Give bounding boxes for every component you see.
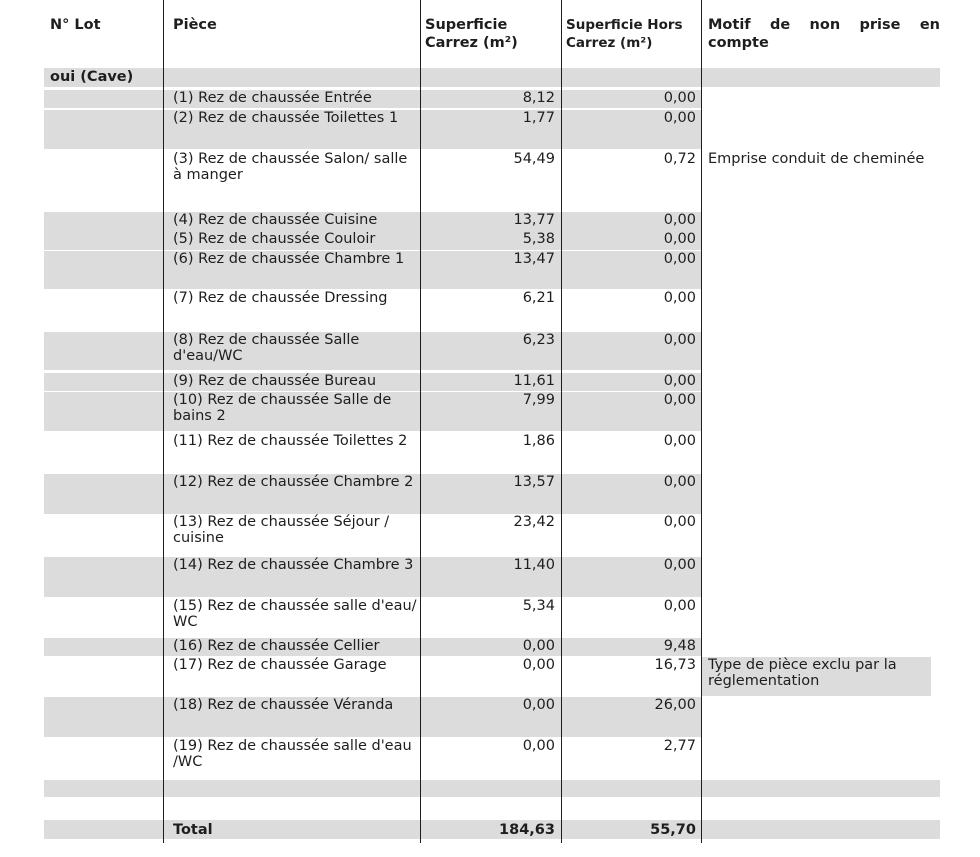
cell-carrez: 23,42 xyxy=(513,514,555,530)
cell-hors-carrez: 0,00 xyxy=(663,392,696,408)
cell-carrez: 5,34 xyxy=(522,598,555,614)
cell-hors-carrez: 0,72 xyxy=(663,151,696,167)
cell-piece: (13) Rez de chaussée Séjour / cuisine xyxy=(173,514,390,546)
cell-hors-carrez: 0,00 xyxy=(663,474,696,490)
cell-piece: (17) Rez de chaussée Garage xyxy=(173,657,387,673)
cell-hors-carrez: 0,00 xyxy=(663,557,696,573)
header-piece: Pièce xyxy=(173,17,217,33)
cell-carrez: 11,61 xyxy=(513,373,555,389)
cell-piece: (4) Rez de chaussée Cuisine xyxy=(173,212,378,228)
header-lot: N° Lot xyxy=(50,17,101,33)
empty-row-bg xyxy=(44,780,940,797)
column-divider xyxy=(420,0,421,843)
cell-piece: (1) Rez de chaussée Entrée xyxy=(173,90,372,106)
cell-carrez: 6,23 xyxy=(522,332,555,348)
cell-carrez: 0,00 xyxy=(522,697,555,713)
cell-piece: (11) Rez de chaussée Toilettes 2 xyxy=(173,433,408,449)
column-divider xyxy=(701,0,702,843)
cell-piece: (9) Rez de chaussée Bureau xyxy=(173,373,377,389)
cell-piece: (18) Rez de chaussée Véranda xyxy=(173,697,394,713)
cell-piece: (10) Rez de chaussée Salle de bains 2 xyxy=(173,392,392,424)
cell-piece: (14) Rez de chaussée Chambre 3 xyxy=(173,557,414,573)
cell-hors-carrez: 0,00 xyxy=(663,231,696,247)
cell-hors-carrez: 0,00 xyxy=(663,373,696,389)
cell-carrez: 7,99 xyxy=(522,392,555,408)
column-divider xyxy=(163,0,164,843)
cell-hors-carrez: 0,00 xyxy=(663,290,696,306)
cell-carrez: 13,77 xyxy=(513,212,555,228)
cell-carrez: 6,21 xyxy=(522,290,555,306)
cell-hors-carrez: 0,00 xyxy=(663,251,696,267)
cell-carrez: 1,86 xyxy=(522,433,555,449)
cell-carrez: 8,12 xyxy=(522,90,555,106)
cell-hors-carrez: 0,00 xyxy=(663,90,696,106)
cell-carrez: 0,00 xyxy=(522,638,555,654)
cell-hors-carrez: 0,00 xyxy=(663,110,696,126)
cell-hors-carrez: 16,73 xyxy=(654,657,696,673)
cell-piece: (19) Rez de chaussée salle d'eau /WC xyxy=(173,738,412,770)
total-label: Total xyxy=(173,822,213,838)
header-motif: Motif de non prise en compte xyxy=(708,17,940,51)
cell-hors-carrez: 2,77 xyxy=(663,738,696,754)
cell-carrez: 5,38 xyxy=(522,231,555,247)
header-carrez: Superficie Carrez (m²) xyxy=(425,17,518,51)
total-carrez: 184,63 xyxy=(499,822,555,838)
cell-piece: (8) Rez de chaussée Salle d'eau/WC xyxy=(173,332,360,364)
cell-carrez: 13,57 xyxy=(513,474,555,490)
cell-motif: Emprise conduit de cheminée xyxy=(708,151,925,167)
cell-hors-carrez: 9,48 xyxy=(663,638,696,654)
cell-hors-carrez: 0,00 xyxy=(663,332,696,348)
cell-hors-carrez: 26,00 xyxy=(654,697,696,713)
cell-piece: (2) Rez de chaussée Toilettes 1 xyxy=(173,110,399,126)
total-hors-carrez: 55,70 xyxy=(650,822,696,838)
cell-hors-carrez: 0,00 xyxy=(663,433,696,449)
cell-carrez: 1,77 xyxy=(522,110,555,126)
cell-piece: (15) Rez de chaussée salle d'eau/ WC xyxy=(173,598,417,630)
cell-carrez: 0,00 xyxy=(522,657,555,673)
cell-carrez: 0,00 xyxy=(522,738,555,754)
group-row-bg xyxy=(44,68,940,87)
cell-piece: (16) Rez de chaussée Cellier xyxy=(173,638,380,654)
cell-hors-carrez: 0,00 xyxy=(663,212,696,228)
header-hors-carrez: Superficie Hors Carrez (m²) xyxy=(566,17,683,51)
clipped-header-text xyxy=(0,0,980,4)
cell-carrez: 11,40 xyxy=(513,557,555,573)
cell-piece: (5) Rez de chaussée Couloir xyxy=(173,231,376,247)
cell-hors-carrez: 0,00 xyxy=(663,514,696,530)
group-label: oui (Cave) xyxy=(50,69,134,85)
cell-piece: (6) Rez de chaussée Chambre 1 xyxy=(173,251,405,267)
cell-piece: (12) Rez de chaussée Chambre 2 xyxy=(173,474,414,490)
cell-carrez: 13,47 xyxy=(513,251,555,267)
cell-piece: (7) Rez de chaussée Dressing xyxy=(173,290,388,306)
cell-motif: Type de pièce exclu par la réglementation xyxy=(708,657,897,689)
column-divider xyxy=(561,0,562,843)
cell-piece: (3) Rez de chaussée Salon/ salle à manger xyxy=(173,151,408,183)
cell-hors-carrez: 0,00 xyxy=(663,598,696,614)
cell-carrez: 54,49 xyxy=(513,151,555,167)
